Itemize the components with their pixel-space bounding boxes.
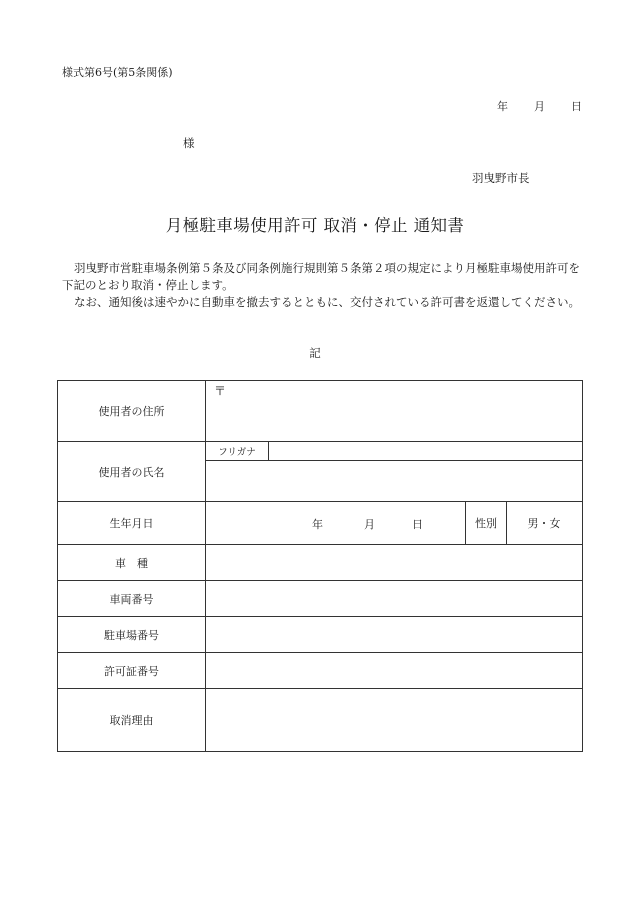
furigana-divider <box>206 460 582 461</box>
row-permit-number <box>58 653 582 689</box>
address-field[interactable] <box>206 381 582 441</box>
vehicle-number-field[interactable] <box>206 581 582 616</box>
dob-year-label: 年 <box>312 518 323 531</box>
date-day-label: 日 <box>571 100 582 113</box>
sex-options[interactable]: 男・女 <box>527 517 561 530</box>
row-vehicle-number <box>58 581 582 617</box>
addressee-honorific: 様 <box>183 136 195 150</box>
date-year-label: 年 <box>497 100 508 113</box>
body-text <box>62 260 585 311</box>
postal-mark: 〒 <box>214 384 227 398</box>
dob-label: 生年月日 <box>58 502 206 544</box>
date-month-label: 月 <box>534 100 545 113</box>
document-title: 月極駐車場使用許可 取消・停止 通知書 <box>165 216 465 235</box>
ki-heading: 記 <box>309 346 321 360</box>
permit-number-field[interactable] <box>206 653 582 688</box>
name-label: 使用者の氏名 <box>58 442 206 501</box>
furigana-label: フリガナ <box>206 442 269 460</box>
record-table <box>57 380 583 752</box>
parking-number-label: 駐車場番号 <box>58 617 206 652</box>
reason-label: 取消理由 <box>58 689 206 751</box>
reason-field[interactable] <box>206 689 582 751</box>
dob-field[interactable] <box>206 502 582 544</box>
vehicle-number-label: 車両番号 <box>58 581 206 616</box>
parking-number-field[interactable] <box>206 617 582 652</box>
address-label: 使用者の住所 <box>58 381 206 441</box>
dob-day-label: 日 <box>412 518 423 531</box>
row-address <box>58 381 582 442</box>
vehicle-type-field[interactable] <box>206 545 582 580</box>
issuer-name: 羽曳野市長 <box>472 171 530 185</box>
row-reason <box>58 689 582 751</box>
body-paragraph-2: なお、通知後は速やかに自動車を撤去するとともに、交付されている許可書を返還してください。 <box>74 295 580 309</box>
name-field[interactable] <box>206 442 582 501</box>
row-parking-number <box>58 617 582 653</box>
row-vehicle-type <box>58 545 582 581</box>
row-dob <box>58 502 582 545</box>
form-number-label: 様式第6号(第5条関係) <box>62 66 173 79</box>
row-name <box>58 442 582 502</box>
body-paragraph-1: 羽曳野市営駐車場条例第５条及び同条例施行規則第５条第２項の規定により月極駐車場使用許可を下記のとおり取消・停止します。 <box>62 261 580 292</box>
dob-month-label: 月 <box>364 518 375 531</box>
permit-number-label: 許可証番号 <box>58 653 206 688</box>
vehicle-type-label: 車 種 <box>58 545 206 580</box>
sex-label: 性別 <box>465 502 507 544</box>
